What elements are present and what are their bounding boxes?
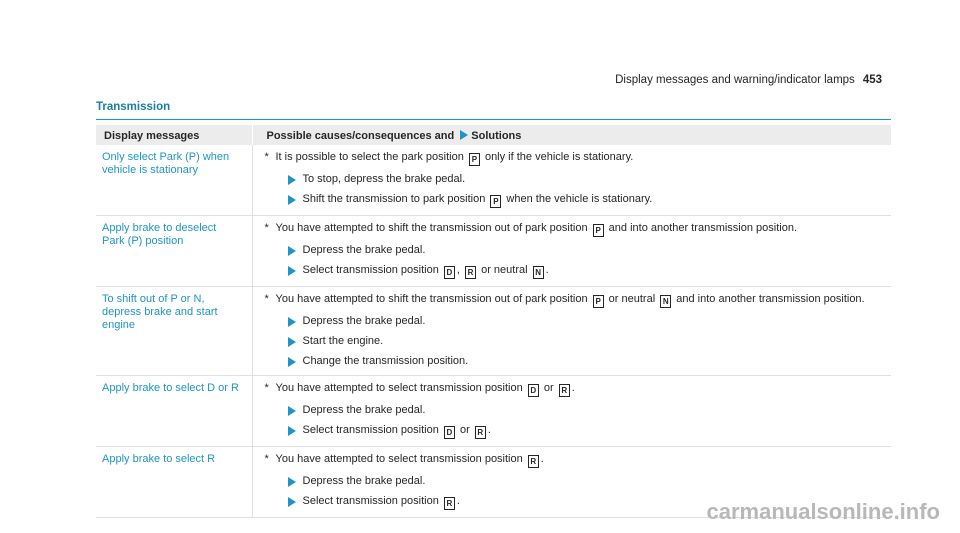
table-row <box>96 287 891 376</box>
arrow-icon <box>288 406 296 416</box>
text-run: . <box>456 495 460 507</box>
display-message: Apply brake to select D or R <box>96 376 252 447</box>
display-messages-table <box>96 125 891 518</box>
solution-cell <box>252 376 891 447</box>
asterisk-marker: * <box>264 151 269 163</box>
text-run: or <box>456 424 473 436</box>
text-run: Depress the brake pedal. <box>302 404 426 416</box>
gear-r-icon: R <box>465 266 476 279</box>
column-header-solutions-prefix: Possible causes/consequences and <box>266 130 455 142</box>
arrow-icon <box>288 426 296 436</box>
gear-r-icon: R <box>559 384 570 397</box>
text-run: and into another transmission position. <box>673 293 865 305</box>
arrow-icon <box>288 175 296 185</box>
running-header <box>615 74 882 86</box>
solution-cell <box>252 145 891 216</box>
text-run: You have attempted to select transmission position <box>275 382 526 394</box>
display-message: Apply brake to deselect Park (P) position <box>96 216 252 287</box>
text-run: , <box>456 264 464 276</box>
text-run: Depress the brake pedal. <box>302 475 426 487</box>
section-title: Transmission <box>96 101 171 113</box>
text-run: Shift the transmission to park position <box>302 193 489 205</box>
solution-step <box>265 335 886 348</box>
asterisk-marker: * <box>264 293 269 305</box>
text-run: or <box>540 382 557 394</box>
text-run: It is possible to select the park position <box>275 151 467 163</box>
table-row <box>96 216 891 287</box>
solution-step <box>265 424 886 439</box>
text-run: Select transmission position <box>302 495 442 507</box>
cause-text <box>265 453 886 468</box>
arrow-icon <box>460 130 468 140</box>
gear-d-icon: D <box>528 384 539 397</box>
display-message: Only select Park (P) when vehicle is stationary <box>96 145 252 216</box>
text-run: or neutral <box>605 293 659 305</box>
text-run: only if the vehicle is stationary. <box>481 151 634 163</box>
arrow-icon <box>288 246 296 256</box>
cause-text <box>265 222 886 237</box>
text-run: Start the engine. <box>302 335 384 347</box>
gear-n-icon: N <box>533 266 544 279</box>
solution-step <box>265 173 886 186</box>
arrow-icon <box>288 357 296 367</box>
section-title-rule <box>96 119 891 120</box>
display-message: To shift out of P or N, depress brake and start engine <box>96 287 252 376</box>
watermark: carmanualsonline.info <box>706 499 940 524</box>
solution-step <box>265 404 886 417</box>
solution-step <box>265 315 886 328</box>
arrow-icon <box>288 266 296 276</box>
column-header-solutions-suffix: Solutions <box>471 130 522 142</box>
text-run: . <box>545 264 549 276</box>
column-header-messages: Display messages <box>96 125 252 145</box>
text-run: Depress the brake pedal. <box>302 244 426 256</box>
solution-step <box>265 264 886 279</box>
gear-d-icon: D <box>444 426 455 439</box>
text-run: . <box>540 453 544 465</box>
text-run: or neutral <box>478 264 531 276</box>
header-text: Display messages and warning/indicator lamps <box>615 74 855 86</box>
gear-d-icon: D <box>444 266 455 279</box>
text-run: Select transmission position <box>302 264 442 276</box>
text-run: . <box>571 382 575 394</box>
solution-step <box>265 244 886 257</box>
asterisk-marker: * <box>264 453 269 465</box>
table-body <box>96 145 891 518</box>
arrow-icon <box>288 477 296 487</box>
arrow-icon <box>288 337 296 347</box>
text-run: and into another transmission position. <box>605 222 798 234</box>
asterisk-marker: * <box>264 222 269 234</box>
column-header-solutions <box>252 125 891 145</box>
gear-r-icon: R <box>444 497 455 510</box>
solution-step <box>265 193 886 208</box>
gear-p-icon: P <box>593 224 604 237</box>
solution-cell <box>252 216 891 287</box>
gear-p-icon: P <box>469 153 480 166</box>
arrow-icon <box>288 317 296 327</box>
text-run: Change the transmission position. <box>302 355 469 367</box>
solution-step <box>265 475 886 488</box>
table-header-row <box>96 125 891 145</box>
cause-text <box>265 382 886 397</box>
display-message: Apply brake to select R <box>96 447 252 518</box>
text-run: Select transmission position <box>302 424 442 436</box>
solution-cell <box>252 287 891 376</box>
cause-text <box>265 151 886 166</box>
arrow-icon <box>288 195 296 205</box>
gear-r-icon: R <box>528 455 539 468</box>
table-row <box>96 376 891 447</box>
solution-step <box>265 355 886 368</box>
text-run: To stop, depress the brake pedal. <box>302 173 466 185</box>
text-run: . <box>487 424 491 436</box>
gear-p-icon: P <box>490 195 501 208</box>
gear-r-icon: R <box>475 426 486 439</box>
text-run: Depress the brake pedal. <box>302 315 426 327</box>
table-row <box>96 145 891 216</box>
cause-text <box>265 293 886 308</box>
arrow-icon <box>288 497 296 507</box>
page-number: 453 <box>862 74 882 86</box>
asterisk-marker: * <box>264 382 269 394</box>
gear-n-icon: N <box>660 295 671 308</box>
text-run: You have attempted to shift the transmission out of park position <box>275 293 591 305</box>
gear-p-icon: P <box>593 295 604 308</box>
text-run: You have attempted to select transmission position <box>275 453 526 465</box>
text-run: when the vehicle is stationary. <box>503 193 653 205</box>
text-run: You have attempted to shift the transmission out of park position <box>275 222 591 234</box>
